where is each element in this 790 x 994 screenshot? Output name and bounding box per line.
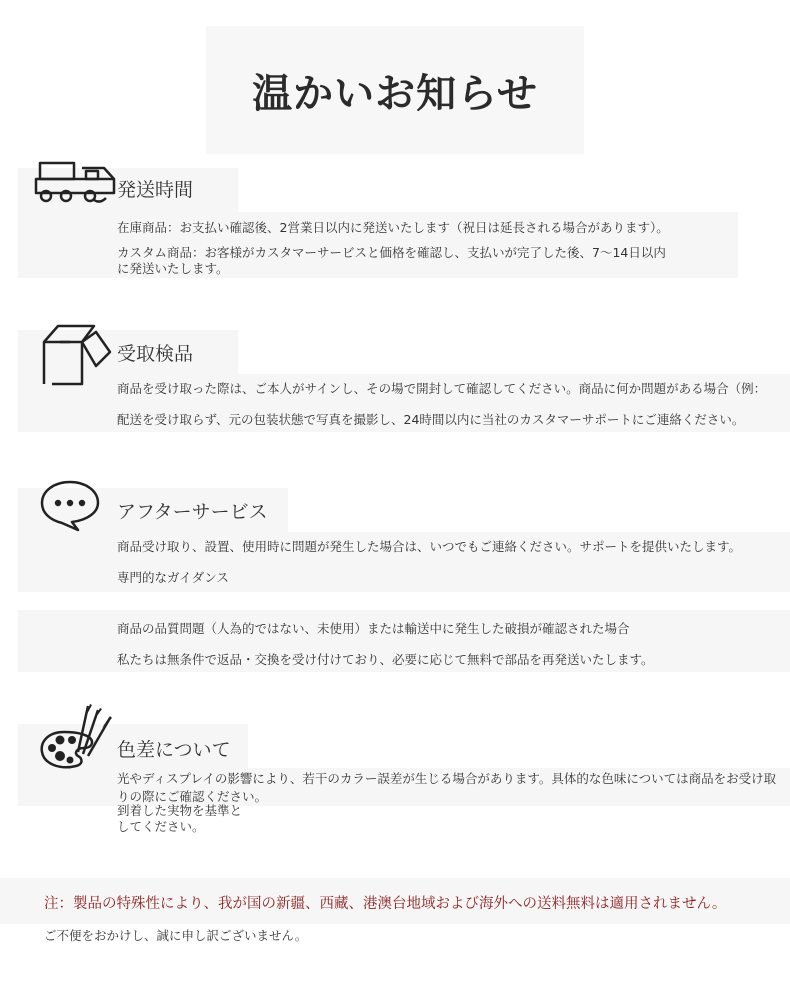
color-line-1: 光やディスプレイの影響により、若干のカラー誤差が生じる場合があります。具体的な色味については商品をお受け取 [117,771,777,786]
chat-bubble-icon [38,478,102,534]
aftersales-line-1: 商品受け取り、設置、使用時に問題が発生した場合は、いつでもご連絡ください。サポートを提供いたします。 [117,539,742,554]
inspection-line-1: 商品を受け取った際は、ご本人がサインし、その場で開封して確認してください。商品に何か問題がある場合（例： [117,381,767,396]
color-line-2: りの際にご確認ください。 [117,789,268,804]
aftersales-line-4: 私たちは無条件で返品・交換を受け付けており、必要に応じて無料で部品を再発送いたします。 [117,652,654,667]
shipping-line-1: 在庫商品：お支払い確認後、2営業日以内に発送いたします（祝日は延長される場合があります）。 [117,220,669,235]
shipping-exclusion-note: 注：製品の特殊性により、我が国の新疆、西藏、港澳台地域および海外への送料無料は適用されません。 [44,896,727,912]
shipping-line-2: カスタム商品：お客様がカスタマーサービスと価格を確認し、支払いが完了した後、7～14日以内 [117,245,666,260]
color-line-3: 到着した実物を基準と [117,803,243,818]
inspection-line-2: 配送を受け取らず、元の包装状態で写真を撮影し、24時間以内に当社のカスタマーサポートにご連絡ください。 [117,412,745,427]
section-heading-inspection: 受取検品 [117,343,194,365]
color-line-4: してください。 [117,819,205,834]
section-heading-shipping: 発送時間 [117,179,194,201]
section-heading-color: 色差について [117,739,231,761]
section-heading-aftersales: アフターサービス [117,501,268,523]
shipping-line-3: に発送いたします。 [117,261,229,276]
palette-icon [38,702,118,772]
aftersales-line-2: 専門的なガイダンス [117,570,229,585]
box-icon [40,322,112,386]
page-title: 温かいお知らせ [206,26,584,154]
truck-icon [34,160,118,208]
aftersales-line-3: 商品の品質問題（人為的ではない、未使用）または輸送中に発生した破損が確認された場合 [117,621,630,636]
apology-note: ご不便をおかけし、誠に申し訳ございません。 [44,928,308,943]
